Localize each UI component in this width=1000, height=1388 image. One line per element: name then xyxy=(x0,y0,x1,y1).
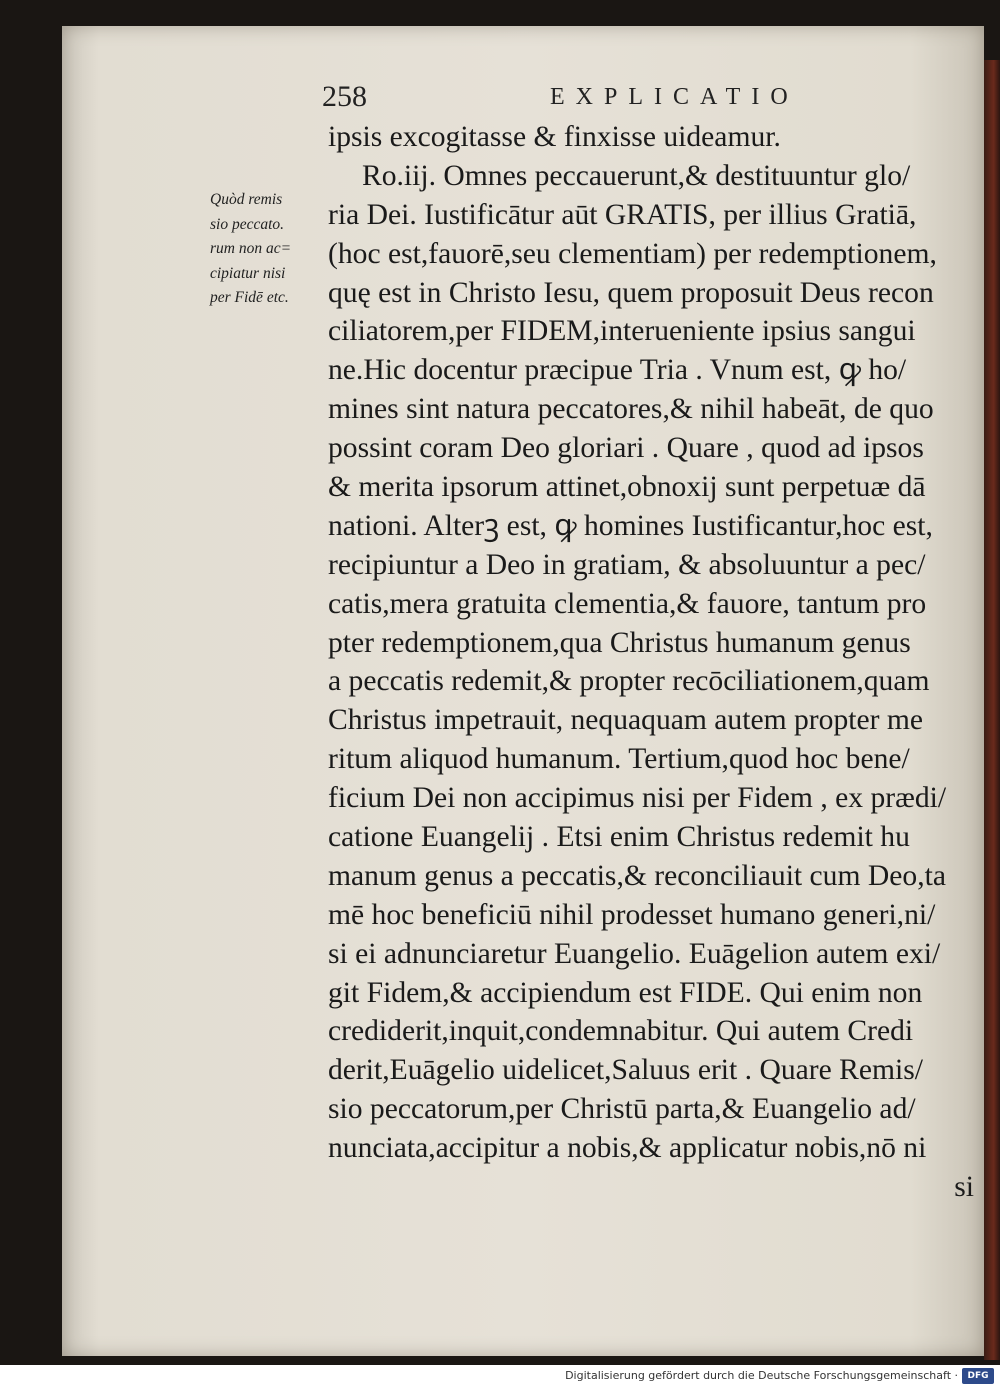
text-line: manum genus a peccatis,& reconciliauit cum Deo,ta xyxy=(328,859,946,892)
text-line: ria Dei. Iustificātur aūt GRATIS, per illius Gratiā, xyxy=(328,198,917,231)
margin-note-line: Quòd remis xyxy=(210,191,283,208)
text-line: si ei adnunciaretur Euangelio. Euāgelion autem exi/ xyxy=(328,937,941,970)
running-head-title: EXPLICATIO xyxy=(550,84,799,110)
text-line: ciliatorem,per FIDEM,interueniente ipsius sangui xyxy=(328,315,916,348)
text-line: mines sint natura peccatores,& nihil habeāt, de quo xyxy=(328,393,934,426)
text-line: pter redemptionem,qua Christus humanum genus xyxy=(328,626,911,659)
text-line: ne.Hic docentur præcipue Tria . Vnum est, ꝙ ho/ xyxy=(328,354,907,387)
digitization-credit: Digitalisierung gefördert durch die Deutsche Forschungsgemeinschaft · xyxy=(565,1369,958,1382)
footer-bar xyxy=(0,1365,1000,1388)
text-line: derit,Euāgelio uidelicet,Saluus erit . Quare Remis/ xyxy=(328,1054,923,1087)
text-line: nunciata,accipitur a nobis,& applicatur nobis,nō ni xyxy=(328,1132,927,1165)
margin-note-line: sio peccato. xyxy=(210,215,285,233)
margin-note-line: per Fidē etc. xyxy=(210,289,289,306)
text-line: & merita ipsorum attinet,obnoxij sunt perpetuæ dā xyxy=(328,471,926,504)
text-line: crediderit,inquit,condemnabitur. Qui autem Credi xyxy=(328,1015,914,1048)
text-line: ipsis excogitasse & finxisse uideamur. xyxy=(328,121,781,153)
text-line: mē hoc beneficiū nihil prodesset humano generi,ni/ xyxy=(328,898,936,931)
text-line: Christus impetrauit, nequaquam autem propter me xyxy=(328,704,924,737)
catchword: si xyxy=(954,1171,974,1204)
running-head xyxy=(318,80,798,120)
margin-note xyxy=(210,188,330,311)
text-line: ficium Dei non accipimus nisi per Fidem , ex prædi/ xyxy=(328,782,947,815)
text-line: catione Euangelij . Etsi enim Christus redemit hu xyxy=(328,821,910,854)
text-line: (hoc est,fauorē,seu clementiam) per redemptionem, xyxy=(328,237,937,270)
text-line: ritum aliquod humanum. Tertium,quod hoc bene/ xyxy=(328,743,910,776)
text-line: recipiuntur a Deo in gratiam, & absoluuntur a pec/ xyxy=(328,548,926,581)
margin-note-line: rum non ac= xyxy=(210,240,292,257)
text-line: possint coram Deo gloriari . Quare , quod ad ipsos xyxy=(328,432,924,465)
text-line: git Fidem,& accipiendum est FIDE. Qui enim non xyxy=(328,976,923,1009)
margin-note-line: cipiatur nisi xyxy=(210,264,286,282)
text-line: quę est in Christo Iesu, quem proposuit Deus recon xyxy=(328,276,934,309)
page-number: 258 xyxy=(322,80,367,113)
text-line: Ro.iij. Omnes peccauerunt,& destituuntur glo/ xyxy=(362,159,911,192)
text-line: nationi. Alterꝫ est, ꝙ homines Iustificantur,hoc est, xyxy=(328,509,933,542)
body-text xyxy=(328,118,984,1207)
text-line: a peccatis redemit,& propter recōciliationem,quam xyxy=(328,665,930,698)
dfg-logo-icon: DFG xyxy=(962,1368,994,1384)
text-line: catis,mera gratuita clementia,& fauore, tantum pro xyxy=(328,587,927,620)
book-edge xyxy=(984,60,1000,1360)
text-line: sio peccatorum,per Christū parta,& Euangelio ad/ xyxy=(328,1093,916,1126)
